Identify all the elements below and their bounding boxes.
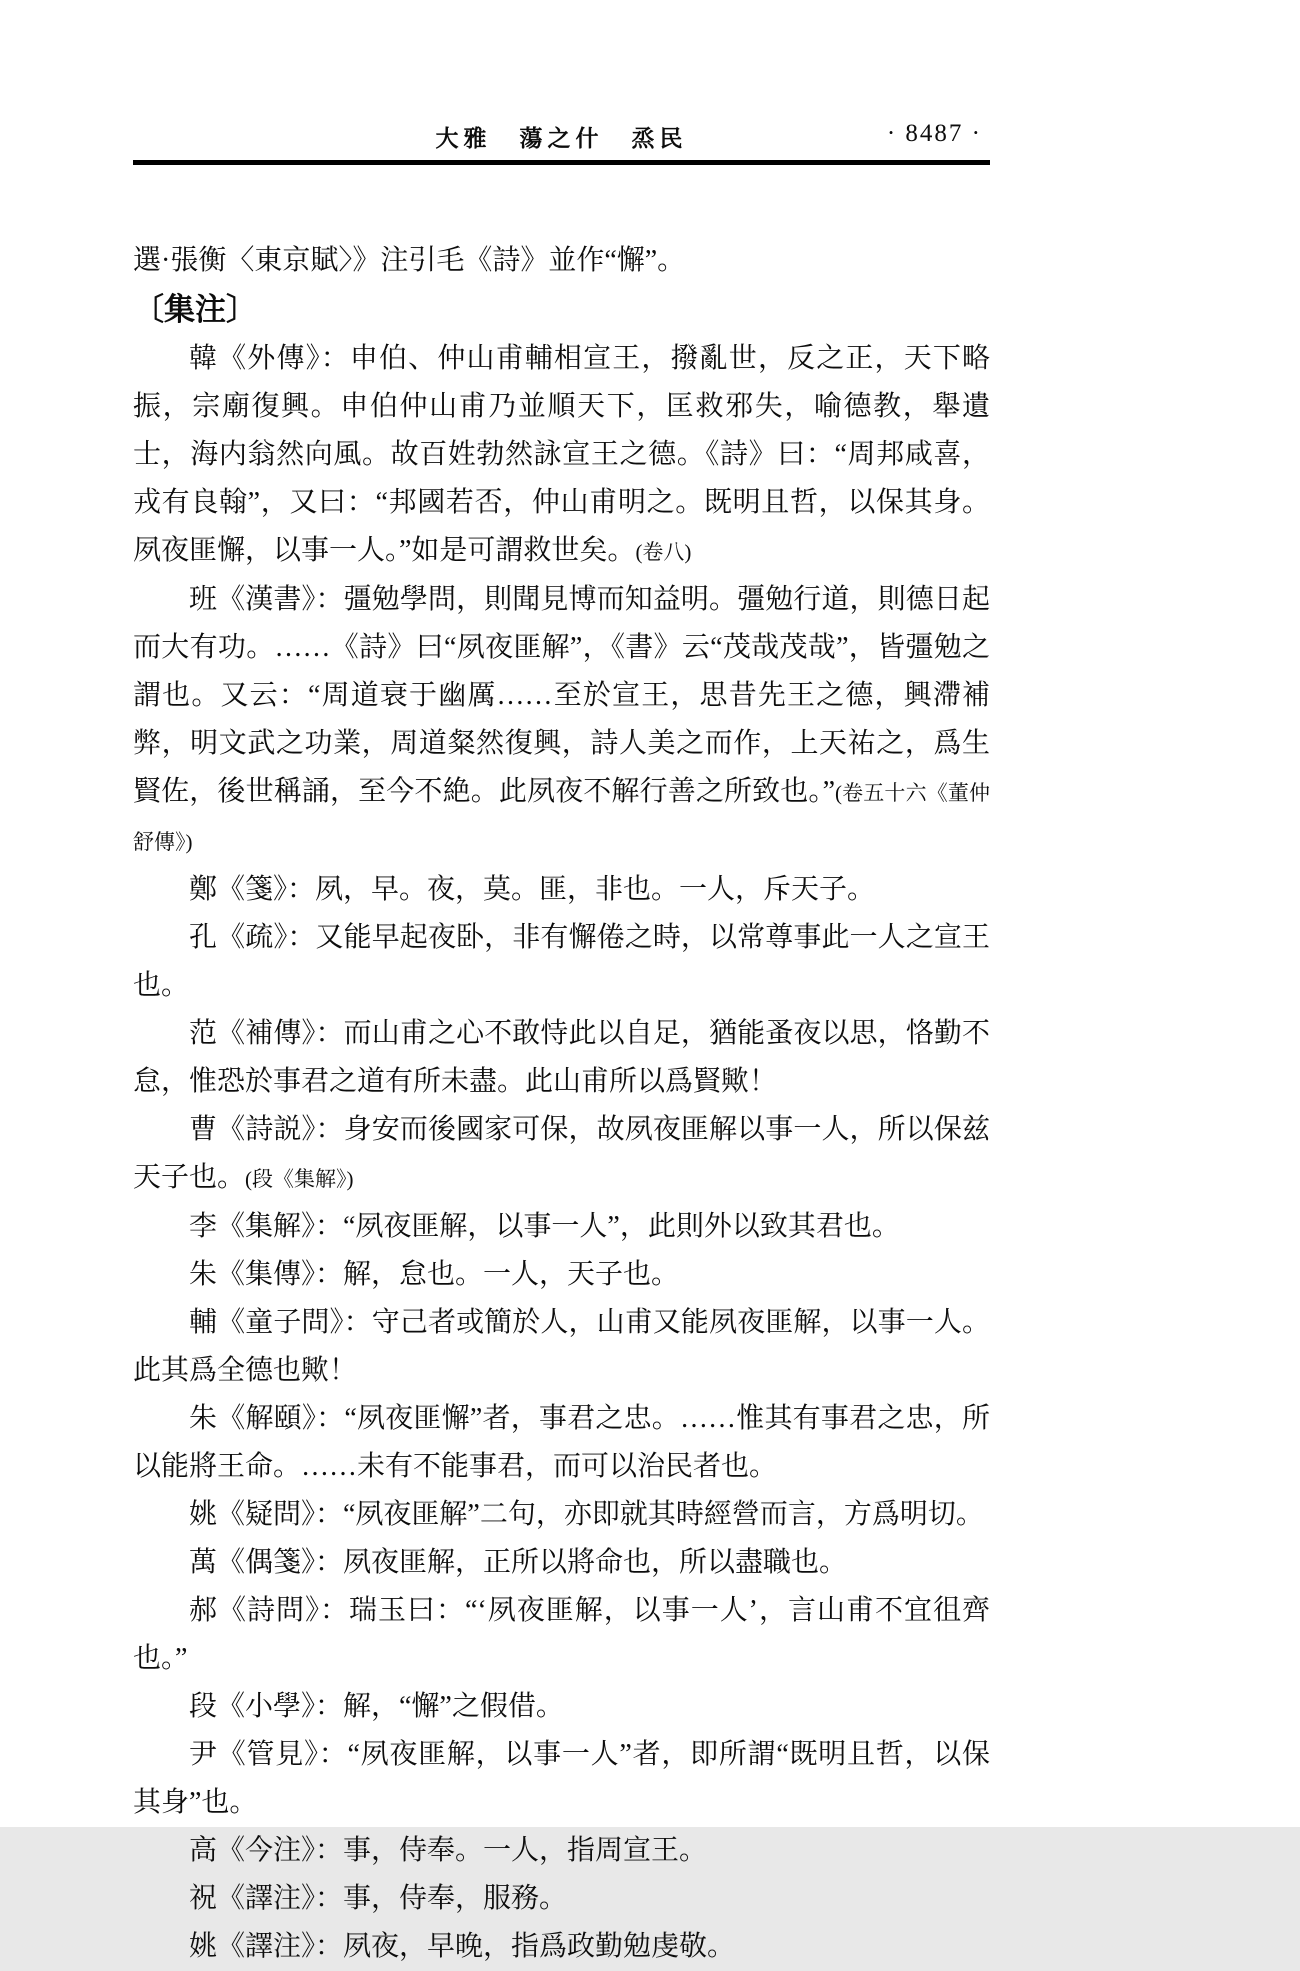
annotation-paragraph bbox=[133, 1010, 990, 1106]
annotation-paragraph bbox=[133, 1875, 990, 1923]
continuation-line: 選·張衡〈東京賦〉》注引毛《詩》並作“懈”。 bbox=[133, 245, 686, 276]
annotation-paragraph bbox=[133, 1827, 990, 1875]
annotation-text: 高《今注》：事，侍奉。一人，指周宣王。 bbox=[189, 1835, 708, 1866]
body-text bbox=[133, 237, 990, 1971]
citation-note: (段《集解》) bbox=[245, 1167, 354, 1191]
annotation-text: 曹《詩説》：身安而後國家可保，故夙夜匪解以事一人，所以保兹天子也。 bbox=[133, 1114, 990, 1193]
annotation-text: 孔《疏》：又能早起夜卧，非有懈倦之時，以常尊事此一人之宣王也。 bbox=[133, 922, 990, 1001]
annotation-text: 韓《外傳》：申伯、仲山甫輔相宣王，撥亂世，反之正，天下略振，宗廟復興。申伯仲山甫乃並順天下，匡救邪失，喻德教，舉遺士，海内翁然向風。故百姓勃然詠宣王之德。《詩》曰：“周邦咸喜，戎有良翰”，又曰：“邦國若否，仲山甫明之。既明且哲，以保其身。夙夜匪懈，以事一人。”如是可謂救世矣。 bbox=[133, 343, 990, 566]
running-title: 大雅 蕩之什 烝民 bbox=[435, 126, 688, 151]
citation-note: (卷五十六《董仲舒傳》) bbox=[133, 781, 990, 854]
annotation-paragraph bbox=[133, 335, 990, 576]
section-title: 〔集注〕 bbox=[133, 292, 257, 327]
annotation-paragraph bbox=[133, 1251, 990, 1299]
annotation-text: 姚《譯注》：夙夜，早晚，指爲政勤勉虔敬。 bbox=[189, 1931, 736, 1962]
header-divider bbox=[133, 160, 990, 165]
page-content bbox=[133, 0, 990, 1971]
annotation-text: 段《小學》：解，“懈”之假借。 bbox=[189, 1691, 564, 1722]
annotation-paragraph bbox=[133, 576, 990, 866]
annotation-text: 輔《童子問》：守己者或簡於人，山甫又能夙夜匪解，以事一人。此其爲全德也歟！ bbox=[133, 1307, 990, 1386]
page-header bbox=[133, 120, 990, 156]
annotation-text: 班《漢書》：彊勉學問，則聞見博而知益明。彊勉行道，則德日起而大有功。……《詩》曰“夙夜匪解”，《書》云“茂哉茂哉”，皆彊勉之謂也。又云：“周道衰于幽厲……至於宣王，思昔先王之德，興滯補弊，明文武之功業，周道粲然復興，詩人美之而作，上天祐之，爲生賢佐，後世稱誦，至今不絶。此夙夜不解行善之所致也。” bbox=[133, 584, 990, 807]
annotation-paragraph bbox=[133, 1587, 990, 1683]
annotation-paragraph bbox=[133, 1683, 990, 1731]
annotation-paragraph bbox=[133, 1106, 990, 1203]
annotation-text: 李《集解》：“夙夜匪解，以事一人”，此則外以致其君也。 bbox=[189, 1211, 900, 1242]
citation-note: (卷八) bbox=[635, 540, 692, 564]
annotation-paragraph bbox=[133, 1491, 990, 1539]
annotation-text: 祝《譯注》：事，侍奉，服務。 bbox=[189, 1883, 568, 1914]
annotation-paragraph bbox=[133, 866, 990, 914]
annotation-text: 姚《疑問》：“夙夜匪解”二句，亦即就其時經營而言，方爲明切。 bbox=[189, 1499, 984, 1530]
annotation-text: 鄭《箋》：夙，早。夜，莫。匪，非也。一人，斥天子。 bbox=[189, 874, 876, 905]
annotation-paragraph bbox=[133, 1203, 990, 1251]
annotation-paragraph bbox=[133, 1923, 990, 1971]
annotation-paragraph bbox=[133, 1299, 990, 1395]
annotation-text: 萬《偶箋》：夙夜匪解，正所以將命也，所以盡職也。 bbox=[189, 1547, 848, 1578]
annotation-text: 郝《詩問》：瑞玉曰：“‘夙夜匪解，以事一人’，言山甫不宜徂齊也。” bbox=[133, 1595, 990, 1674]
annotation-paragraph bbox=[133, 1539, 990, 1587]
annotation-text: 范《補傳》：而山甫之心不敢恃此以自足，猶能蚤夜以思，恪勤不怠，惟恐於事君之道有所未盡。此山甫所以爲賢歟！ bbox=[133, 1018, 990, 1097]
annotation-paragraph bbox=[133, 1395, 990, 1491]
annotation-text: 朱《集傳》：解，怠也。一人，天子也。 bbox=[189, 1259, 680, 1290]
annotation-paragraph bbox=[133, 914, 990, 1010]
annotation-text: 朱《解頤》：“夙夜匪懈”者，事君之忠。……惟其有事君之忠，所以能將王命。……未有不能事君，而可以治民者也。 bbox=[133, 1403, 990, 1482]
annotation-paragraph bbox=[133, 1731, 990, 1827]
annotation-text: 尹《管見》：“夙夜匪解，以事一人”者，即所謂“既明且哲，以保其身”也。 bbox=[133, 1739, 990, 1818]
annotations-list bbox=[133, 335, 990, 1971]
page-number: · 8487 · bbox=[886, 120, 982, 147]
